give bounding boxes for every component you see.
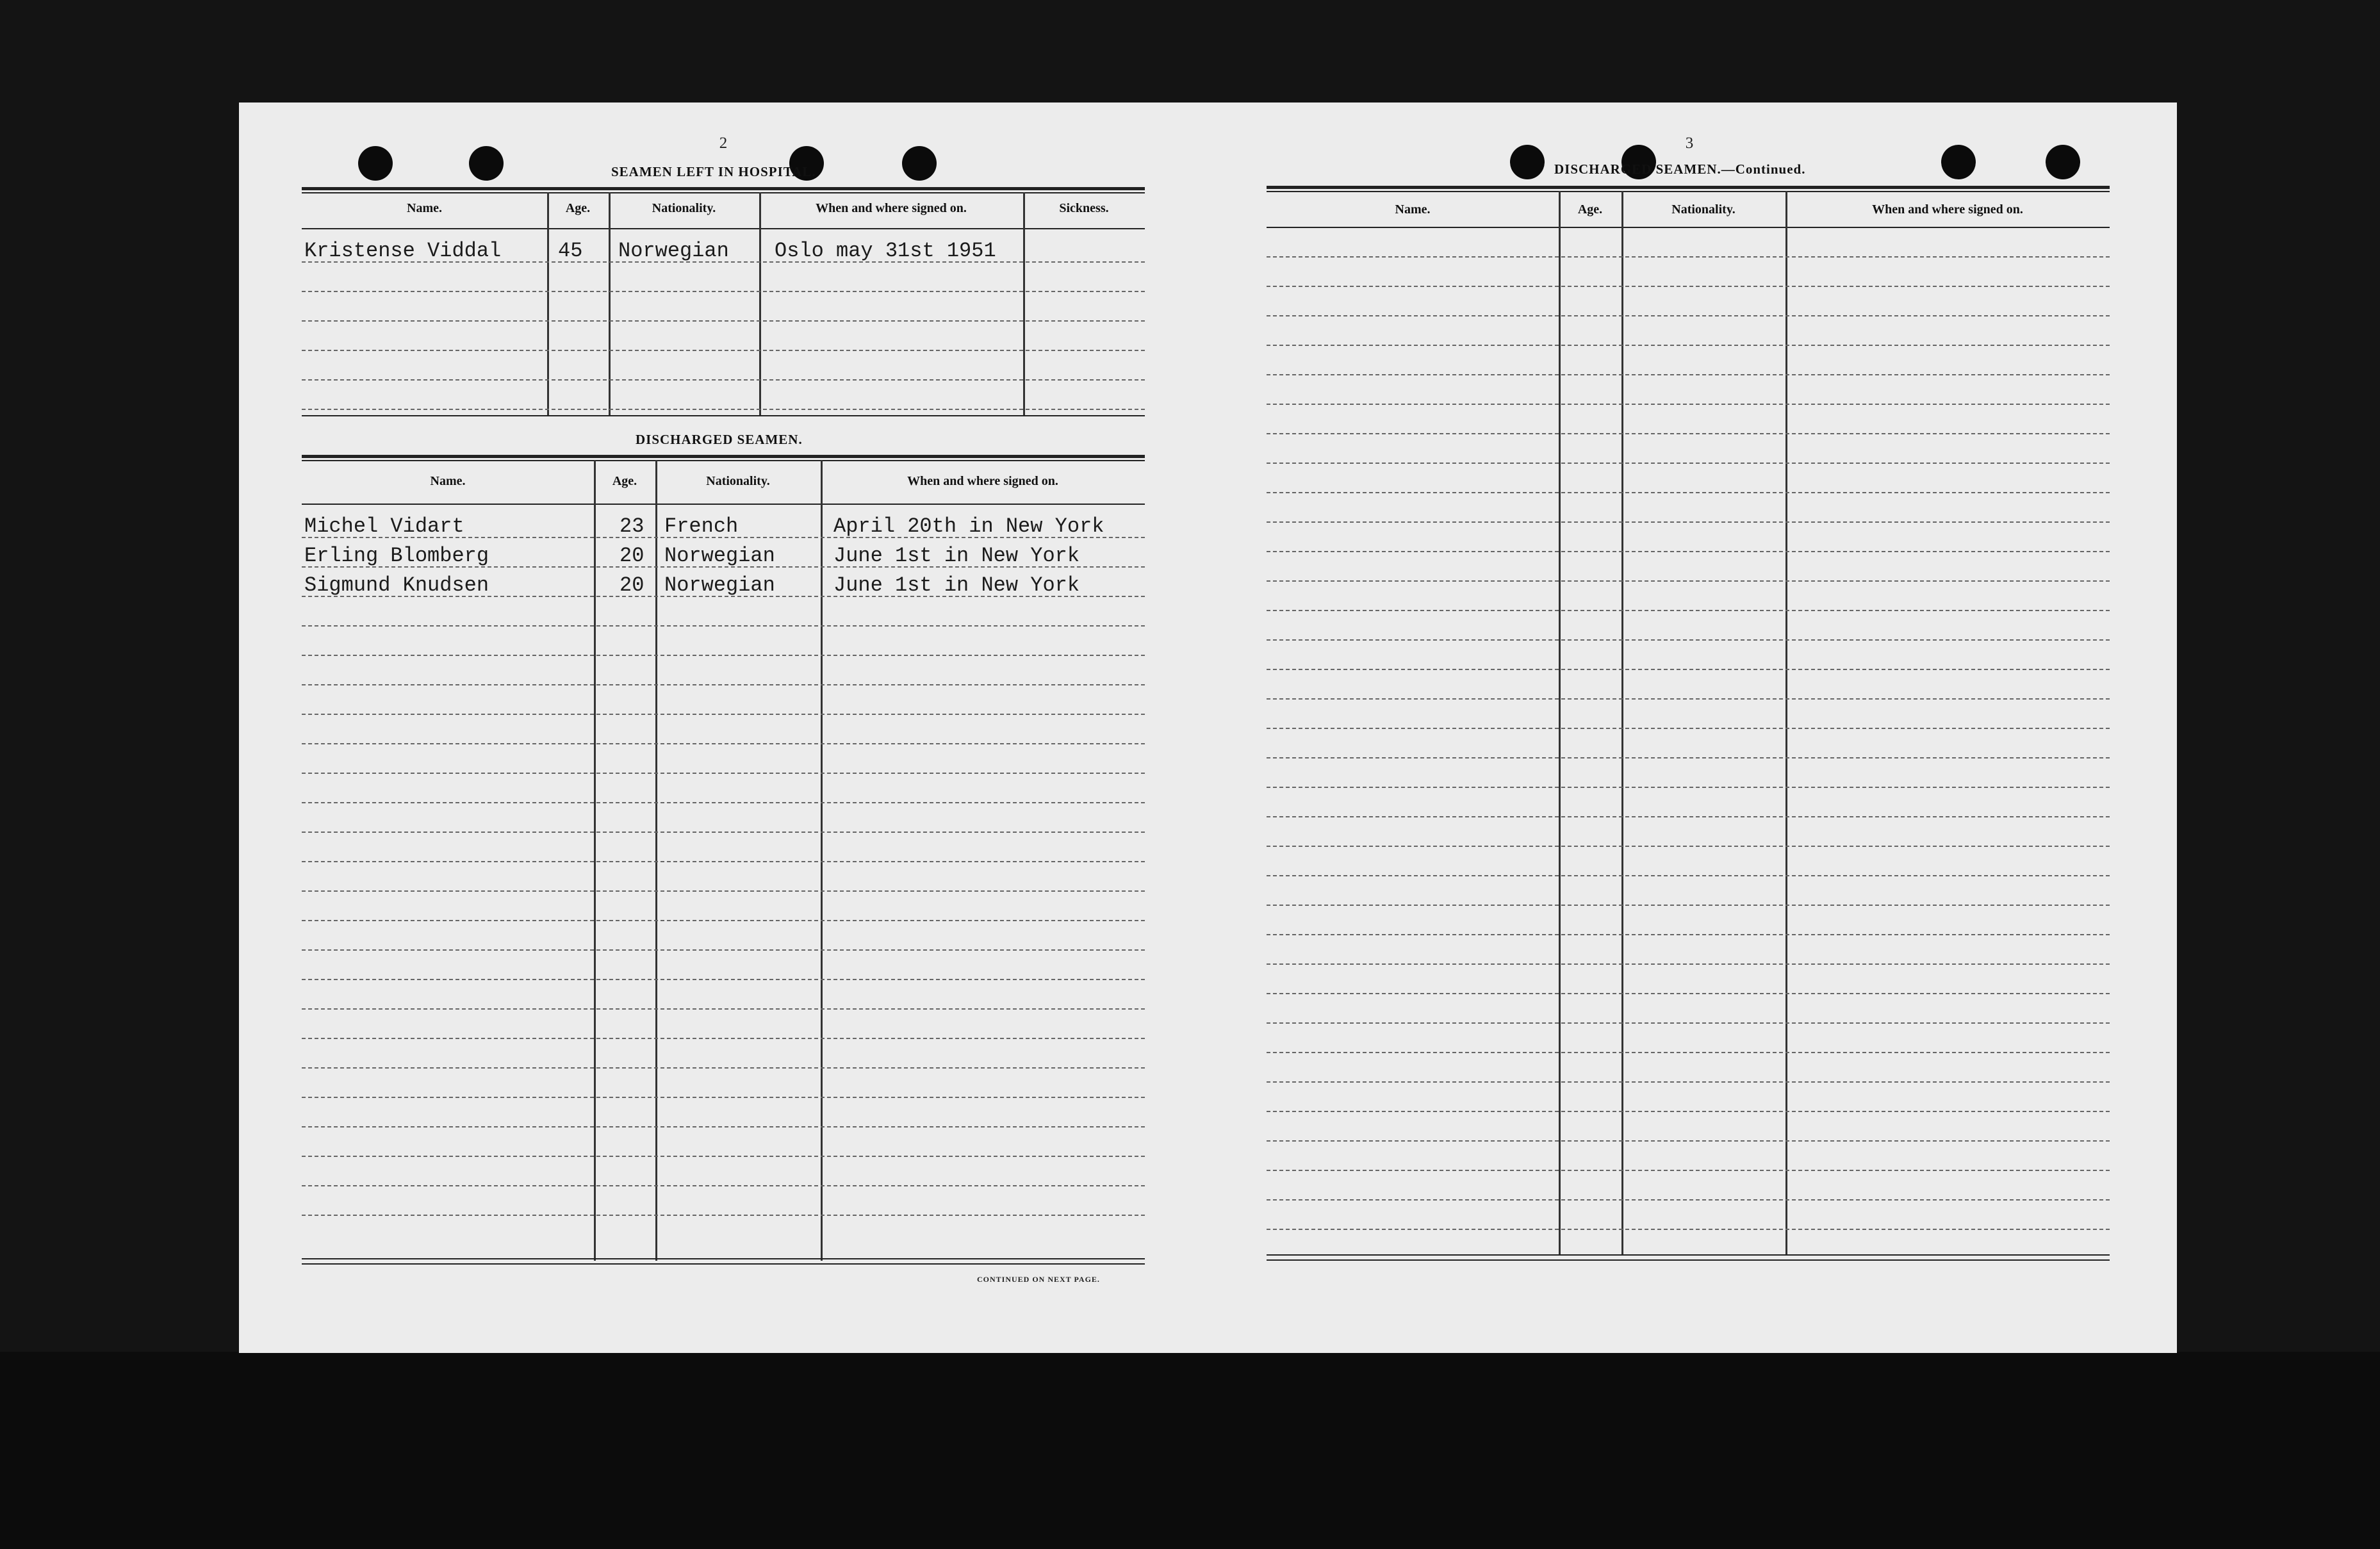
header-rule <box>302 228 1145 229</box>
row-rule <box>1267 728 2110 729</box>
row-rule <box>302 350 1145 351</box>
seaman-age: 20 <box>620 544 644 568</box>
row-rule <box>302 1067 1145 1069</box>
row-rule <box>1267 492 2110 493</box>
column-divider <box>547 192 549 415</box>
row-rule <box>1267 905 2110 906</box>
row-rule <box>302 320 1145 322</box>
row-rule <box>1267 521 2110 523</box>
row-rule <box>1267 934 2110 935</box>
column-header-name: Name. <box>430 474 466 488</box>
punch-hole <box>469 146 504 181</box>
row-rule <box>302 920 1145 921</box>
table-bottom-rule <box>302 1263 1145 1265</box>
column-header-age: Age. <box>1577 202 1603 217</box>
table-top-rule <box>302 192 1145 193</box>
table-bottom-rule <box>302 1258 1145 1259</box>
seaman-name: Kristense Viddal <box>304 239 502 263</box>
row-rule <box>302 714 1145 715</box>
row-rule <box>1267 963 2110 965</box>
row-rule <box>1267 404 2110 405</box>
row-rule <box>302 1126 1145 1127</box>
row-rule <box>302 655 1145 656</box>
column-header-signed-on: When and where signed on. <box>1872 202 2023 217</box>
column-header-name: Name. <box>1395 202 1431 217</box>
row-rule <box>302 861 1145 862</box>
punch-hole <box>1510 145 1545 179</box>
row-rule <box>302 1038 1145 1039</box>
row-rule <box>1267 1022 2110 1024</box>
column-divider <box>1559 191 1561 1254</box>
discharged-table <box>302 455 1145 1365</box>
header-rule <box>1267 227 2110 228</box>
row-rule <box>1267 374 2110 375</box>
row-rule <box>1267 787 2110 788</box>
column-header-nationality: Nationality. <box>1671 202 1736 217</box>
row-rule <box>1267 639 2110 641</box>
table-top-rule <box>302 460 1145 461</box>
column-header-signed-on: When and where signed on. <box>907 474 1058 488</box>
row-rule <box>302 802 1145 803</box>
column-header-sickness: Sickness. <box>1059 201 1109 215</box>
column-divider <box>609 192 611 415</box>
seaman-age: 45 <box>558 239 583 263</box>
punch-hole <box>358 146 393 181</box>
punch-hole <box>1941 145 1976 179</box>
column-divider <box>594 460 596 1261</box>
page-number: 3 <box>1685 135 1694 152</box>
row-rule <box>302 1008 1145 1010</box>
column-header-age: Age. <box>565 201 591 215</box>
row-rule <box>1267 846 2110 847</box>
row-rule <box>302 1097 1145 1098</box>
seaman-signed-on: June 1st in New York <box>833 573 1080 597</box>
row-rule <box>302 1156 1145 1157</box>
row-rule <box>1267 1081 2110 1083</box>
row-rule <box>302 832 1145 833</box>
row-rule <box>1267 1140 2110 1142</box>
row-rule <box>1267 256 2110 258</box>
seaman-nationality: Norwegian <box>664 573 775 597</box>
row-rule <box>1267 1199 2110 1201</box>
hospital-section-title: SEAMEN LEFT IN HOSPITAL. <box>611 164 816 179</box>
seaman-name: Erling Blomberg <box>304 544 489 568</box>
column-header-nationality: Nationality. <box>652 201 716 215</box>
table-top-rule <box>302 187 1145 190</box>
table-top-rule <box>1267 186 2110 189</box>
right-page <box>1267 102 2110 1353</box>
row-rule <box>302 1185 1145 1186</box>
column-header-signed-on: When and where signed on. <box>816 201 967 215</box>
continued-note: CONTINUED ON NEXT PAGE. <box>977 1275 1100 1284</box>
row-rule <box>1267 1052 2110 1053</box>
seaman-name: Sigmund Knudsen <box>304 573 489 597</box>
row-rule <box>1267 433 2110 434</box>
column-divider <box>821 460 823 1261</box>
column-header-age: Age. <box>612 474 637 488</box>
row-rule <box>1267 580 2110 582</box>
punch-hole <box>2046 145 2080 179</box>
seaman-signed-on: April 20th in New York <box>833 514 1104 538</box>
header-rule <box>302 504 1145 505</box>
row-rule <box>302 291 1145 292</box>
table-bottom-rule <box>302 415 1145 416</box>
row-rule <box>302 1215 1145 1216</box>
row-rule <box>1267 551 2110 552</box>
seaman-name: Michel Vidart <box>304 514 464 538</box>
row-rule <box>1267 286 2110 287</box>
punch-hole <box>902 146 937 181</box>
left-page <box>302 102 1145 1353</box>
seaman-signed-on: June 1st in New York <box>833 544 1080 568</box>
table-bottom-rule <box>1267 1254 2110 1256</box>
seaman-nationality: Norwegian <box>664 544 775 568</box>
row-rule <box>1267 816 2110 817</box>
table-bottom-rule <box>1267 1259 2110 1261</box>
row-rule <box>1267 698 2110 700</box>
row-rule <box>1267 757 2110 758</box>
row-rule <box>302 625 1145 627</box>
row-rule <box>302 773 1145 774</box>
row-rule <box>1267 1111 2110 1112</box>
scanner-background <box>0 1352 2380 1549</box>
discharged-continued-table <box>1267 186 2110 1339</box>
page-number: 2 <box>719 135 728 152</box>
row-rule <box>1267 993 2110 994</box>
row-rule <box>302 684 1145 685</box>
row-rule <box>302 890 1145 892</box>
table-top-rule <box>302 455 1145 458</box>
column-divider <box>1621 191 1623 1254</box>
row-rule <box>1267 1170 2110 1171</box>
column-divider <box>759 192 761 415</box>
row-rule <box>302 949 1145 951</box>
table-top-rule <box>1267 191 2110 192</box>
column-divider <box>1785 191 1787 1254</box>
row-rule <box>1267 345 2110 346</box>
discharged-section-title: DISCHARGED SEAMEN. <box>636 432 803 447</box>
row-rule <box>1267 669 2110 670</box>
row-rule <box>302 379 1145 381</box>
row-rule <box>1267 875 2110 876</box>
row-rule <box>1267 610 2110 611</box>
column-divider <box>655 460 657 1261</box>
row-rule <box>302 979 1145 980</box>
row-rule <box>302 743 1145 744</box>
seaman-age: 20 <box>620 573 644 597</box>
column-divider <box>1023 192 1025 415</box>
column-header-name: Name. <box>407 201 442 215</box>
column-header-nationality: Nationality. <box>706 474 770 488</box>
row-rule <box>1267 463 2110 464</box>
row-rule <box>302 409 1145 410</box>
register-sheet <box>239 102 2177 1353</box>
seaman-signed-on: Oslo may 31st 1951 <box>775 239 996 263</box>
seaman-nationality: Norwegian <box>618 239 729 263</box>
seaman-nationality: French <box>664 514 739 538</box>
row-rule <box>1267 315 2110 316</box>
row-rule <box>1267 1229 2110 1230</box>
page-title: DISCHARGED SEAMEN.—Continued. <box>1554 161 1806 177</box>
seaman-age: 23 <box>620 514 644 538</box>
